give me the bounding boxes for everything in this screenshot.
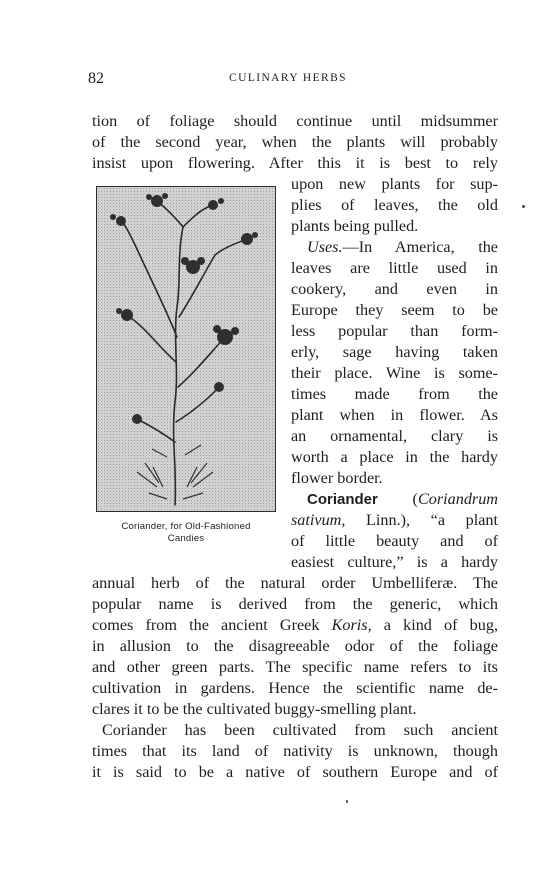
uses-heading: Uses. [307,238,343,256]
body-line: Europe they seem to be [291,301,498,319]
body-text: comes from the ancient Greek [92,616,332,634]
body-line: upon new plants for sup- [291,175,498,193]
figure-caption-line1: Coriander, for Old-Fashioned [121,521,251,532]
body-line: their place. Wine is some- [291,364,498,382]
body-line: and other green parts. The specific name refers to its [92,658,498,676]
coriander-illustration [96,186,276,512]
botanical-name: Coriandrum [417,490,498,508]
body-text: a kind of bug, [371,616,498,634]
body-line: cultivation in gardens. Hence the scientific name de- [92,679,498,697]
body-line: worth a place in the hardy [291,448,498,466]
body-line [307,236,498,258]
body-line: plants being pulled. [291,217,419,235]
body-line: erly, sage having taken [291,343,498,361]
coriander-plant-drawing [97,187,274,510]
page-header [88,70,488,90]
body-line: flower border. [291,469,383,487]
figure-caption-line2: Candies [167,533,205,544]
body-line: popular name is derived from the generic, which [92,595,498,613]
body-line: leaves are little used in [291,259,498,277]
body-line: cookery, and even in [291,280,498,298]
ink-speck [346,800,348,803]
ink-speck [522,205,525,208]
body-line [92,614,498,636]
body-line [307,488,498,510]
body-line: Coriander has been cultivated from such ancient [102,721,498,739]
page-number: 82 [88,70,104,87]
coriander-heading: Coriander [307,491,378,508]
body-line: times made from the [291,385,498,403]
body-line: times that its land of nativity is unknown, though [92,742,498,760]
body-line: of little beauty and of [291,532,498,550]
body-line: tion of foliage should continue until midsummer [92,112,498,130]
body-line: in allusion to the disagreeable odor of the foliage [92,637,498,655]
body-text: Linn.), “a plant [345,511,498,529]
body-text: ( [377,490,418,508]
body-line: plant when in flower. As [291,406,498,424]
body-line: clares it to be the cultivated buggy-smelling plant. [92,700,417,718]
body-line: easiest culture,” is a hardy [291,553,498,571]
body-line: it is said to be a native of southern Europe and of [92,763,498,781]
body-line: insist upon flowering. After this it is best to rely [92,154,498,172]
body-line: plies of leaves, the old [291,196,498,214]
running-head: CULINARY HERBS [229,72,347,84]
body-line: of the second year, when the plants will probably [92,133,498,151]
body-line: annual herb of the natural order Umbelliferæ. The [92,574,498,592]
body-line [291,509,498,531]
body-text: —In America, the [342,238,498,256]
botanical-name: sativum, [291,511,346,529]
body-line: less popular than form- [291,322,498,340]
greek-word: Koris, [331,616,372,634]
body-line: an ornamental, clary is [291,427,498,445]
